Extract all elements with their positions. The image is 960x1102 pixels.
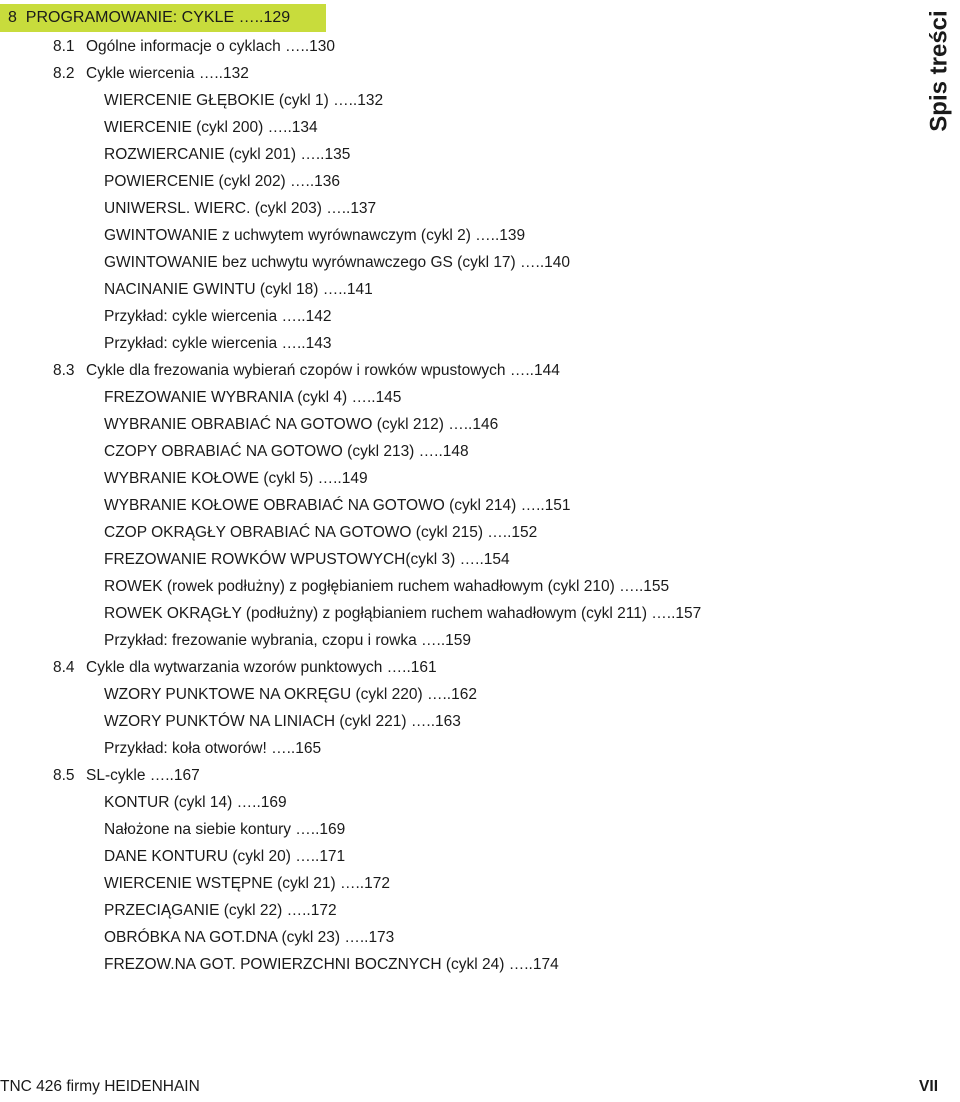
toc-page-number: 145 xyxy=(375,389,402,406)
toc-subsection-entry[interactable] xyxy=(0,87,900,114)
toc-subsection-entry[interactable] xyxy=(0,735,900,762)
toc-leader-dots: ….. xyxy=(232,794,261,811)
toc-page-number: 154 xyxy=(483,551,510,568)
footer-page-number: VII xyxy=(919,1078,938,1095)
toc-leader-dots: ….. xyxy=(321,200,351,217)
toc-entry-title: SL-cykle xyxy=(86,767,146,784)
toc-leader-dots: ….. xyxy=(328,92,358,109)
toc-page-number: 146 xyxy=(472,416,499,433)
toc-leader-dots: ….. xyxy=(285,173,315,190)
toc-page-number: 149 xyxy=(341,470,368,487)
toc-subsection-entry[interactable] xyxy=(0,303,900,330)
toc-entry-title: FREZOWANIE ROWKÓW WPUSTOWYCH(cykl 3) xyxy=(104,551,456,568)
toc-list xyxy=(0,33,900,978)
toc-leader-dots: ….. xyxy=(443,416,473,433)
toc-leader-dots: ….. xyxy=(282,902,311,919)
toc-leader-dots: ….. xyxy=(422,686,452,703)
toc-subsection-entry[interactable] xyxy=(0,114,900,141)
toc-entry-title: ROWEK (rowek podłużny) z pogłębianiem ruchem wahadłowym (cykl 210) xyxy=(104,578,615,595)
side-title xyxy=(923,4,957,138)
chapter-number: 8 xyxy=(8,9,17,26)
toc-page-number: 157 xyxy=(675,605,702,622)
toc-page-number: 163 xyxy=(435,713,461,730)
toc-leader-dots: ….. xyxy=(340,929,369,946)
toc-leader-dots: ….. xyxy=(455,551,484,568)
toc-section-number: 8.5 xyxy=(53,767,75,784)
toc-page-number: 130 xyxy=(309,38,336,55)
toc-section-number: 8.3 xyxy=(53,362,75,379)
toc-leader-dots: ….. xyxy=(335,875,365,892)
toc-subsection-entry[interactable] xyxy=(0,897,900,924)
toc-entry-title: Ogólne informacje o cyklach xyxy=(86,38,281,55)
toc-entry-title: Cykle dla frezowania wybierań czopów i rowków wpustowych xyxy=(86,362,506,379)
toc-leader-dots: ….. xyxy=(470,227,500,244)
toc-page-number: 169 xyxy=(319,821,346,838)
toc-leader-dots: ….. xyxy=(277,335,306,352)
toc-subsection-entry[interactable] xyxy=(0,708,900,735)
toc-page-number: 135 xyxy=(324,146,351,163)
toc-page-number: 152 xyxy=(511,524,538,541)
toc-entry-title: Cykle dla wytwarzania wzorów punktowych xyxy=(86,659,383,676)
toc-leader-dots: ….. xyxy=(406,713,436,730)
toc-subsection-entry[interactable] xyxy=(0,870,900,897)
toc-leader-dots: ….. xyxy=(145,767,174,784)
toc-entry-title: WZORY PUNKTÓW NA LINIACH (cykl 221) xyxy=(104,713,407,730)
toc-page-number: 136 xyxy=(314,173,341,190)
toc-entry-title: Przykład: koła otworów! xyxy=(104,740,267,757)
toc-leader-dots: ….. xyxy=(614,578,644,595)
toc-leader-dots: ….. xyxy=(347,389,376,406)
toc-section-number: 8.1 xyxy=(53,38,75,55)
toc-subsection-entry[interactable] xyxy=(0,600,900,627)
toc-leader-dots: ….. xyxy=(647,605,676,622)
chapter-title: PROGRAMOWANIE: CYKLE xyxy=(25,9,235,26)
toc-entry-title: Przykład: cykle wiercenia xyxy=(104,335,278,352)
toc-subsection-entry[interactable] xyxy=(0,411,900,438)
toc-page-number: 173 xyxy=(368,929,395,946)
toc-entry-title: DANE KONTURU (cykl 20) xyxy=(104,848,291,865)
toc-page-number: 172 xyxy=(364,875,390,892)
toc-page-number: 174 xyxy=(532,956,559,973)
toc-page-number: 151 xyxy=(544,497,571,514)
toc-entry-title: CZOPY OBRABIAĆ NA GOTOWO (cykl 213) xyxy=(104,443,415,460)
toc-subsection-entry[interactable] xyxy=(0,249,900,276)
toc-subsection-entry[interactable] xyxy=(0,465,900,492)
toc-leader-dots: ….. xyxy=(416,632,446,649)
toc-subsection-entry[interactable] xyxy=(0,789,900,816)
toc-subsection-entry[interactable] xyxy=(0,384,900,411)
toc-page-number: 134 xyxy=(291,119,318,136)
toc-entry-title: ROWEK OKRĄGŁY (podłużny) z pogłąbianiem ruchem wahadłowym (cykl 211) xyxy=(104,605,647,622)
toc-leader-dots: ….. xyxy=(194,65,223,82)
toc-page-number: 167 xyxy=(173,767,200,784)
toc-entry-title: WYBRANIE KOŁOWE OBRABIAĆ NA GOTOWO (cykl 214) xyxy=(104,497,517,514)
toc-leader-dots: ….. xyxy=(482,524,512,541)
toc-section-entry[interactable] xyxy=(0,654,900,681)
toc-page-number: 169 xyxy=(260,794,287,811)
toc-page-number: 172 xyxy=(310,902,337,919)
toc-page-number: 132 xyxy=(222,65,249,82)
toc-entry-title: POWIERCENIE (cykl 202) xyxy=(104,173,286,190)
toc-entry-title: Przykład: cykle wiercenia xyxy=(104,308,278,325)
toc-subsection-entry[interactable] xyxy=(0,141,900,168)
toc-page-number: 141 xyxy=(346,281,373,298)
toc-leader-dots: ….. xyxy=(504,956,533,973)
toc-entry-title: WYBRANIE OBRABIAĆ NA GOTOWO (cykl 212) xyxy=(104,416,444,433)
toc-subsection-entry[interactable] xyxy=(0,681,900,708)
toc-entry-title: WIERCENIE WSTĘPNE (cykl 21) xyxy=(104,875,336,892)
toc-entry-title: ROZWIERCANIE (cykl 201) xyxy=(104,146,297,163)
toc-leader-dots: ….. xyxy=(382,659,411,676)
toc-leader-dots: ….. xyxy=(505,362,534,379)
toc-leader-dots: ….. xyxy=(313,470,342,487)
toc-page-number: 161 xyxy=(410,659,437,676)
toc-subsection-entry[interactable] xyxy=(0,816,900,843)
toc-section-entry[interactable] xyxy=(0,33,900,60)
toc-entry-title: WZORY PUNKTOWE NA OKRĘGU (cykl 220) xyxy=(104,686,423,703)
toc-subsection-entry[interactable] xyxy=(0,276,900,303)
toc-subsection-entry[interactable] xyxy=(0,519,900,546)
toc-section-number: 8.2 xyxy=(53,65,75,82)
toc-entry-title: NACINANIE GWINTU (cykl 18) xyxy=(104,281,319,298)
toc-leader-dots: ….. xyxy=(290,821,320,838)
footer-publication: TNC 426 firmy HEIDENHAIN xyxy=(0,1078,200,1095)
toc-leader-dots: ….. xyxy=(280,38,310,55)
toc-entry-title: GWINTOWANIE bez uchwytu wyrównawczego GS (cykl 17) xyxy=(104,254,516,271)
toc-page-number: 144 xyxy=(533,362,560,379)
toc-entry-title: WIERCENIE GŁĘBOKIE (cykl 1) xyxy=(104,92,329,109)
toc-subsection-entry[interactable] xyxy=(0,195,900,222)
toc-section-entry[interactable] xyxy=(0,357,900,384)
toc-page-number: 159 xyxy=(445,632,472,649)
toc-entry-title: GWINTOWANIE z uchwytem wyrównawczym (cykl 2) xyxy=(104,227,471,244)
toc-subsection-entry[interactable] xyxy=(0,168,900,195)
toc-entry-title: PRZECIĄGANIE (cykl 22) xyxy=(104,902,283,919)
toc-entry-title: CZOP OKRĄGŁY OBRABIAĆ NA GOTOWO (cykl 215) xyxy=(104,524,483,541)
toc-page-number: 143 xyxy=(305,335,332,352)
toc-subsection-entry[interactable] xyxy=(0,924,900,951)
toc-page-number: 171 xyxy=(319,848,346,865)
toc-subsection-entry[interactable] xyxy=(0,222,900,249)
toc-entry-title: UNIWERSL. WIERC. (cykl 203) xyxy=(104,200,322,217)
toc-page-number: 148 xyxy=(442,443,469,460)
toc-page-number: 139 xyxy=(499,227,526,244)
toc-page-number: 137 xyxy=(350,200,377,217)
chapter-page: 129 xyxy=(263,9,291,26)
toc-page-number: 132 xyxy=(357,92,384,109)
toc-entry-title: Nałożone na siebie kontury xyxy=(104,821,291,838)
toc-subsection-entry[interactable] xyxy=(0,546,900,573)
toc-leader-dots: ….. xyxy=(296,146,325,163)
toc-page-number: 155 xyxy=(643,578,670,595)
toc-section-entry[interactable] xyxy=(0,762,900,789)
toc-entry-title: FREZOW.NA GOT. POWIERZCHNI BOCZNYCH (cykl 24) xyxy=(104,956,505,973)
chapter-heading[interactable]: 8 PROGRAMOWANIE: CYKLE …..129 xyxy=(0,4,326,32)
toc-subsection-entry[interactable] xyxy=(0,951,900,978)
toc-entry-title: WIERCENIE (cykl 200) xyxy=(104,119,264,136)
toc-page-number: 165 xyxy=(295,740,322,757)
toc-entry-title: WYBRANIE KOŁOWE (cykl 5) xyxy=(104,470,314,487)
toc-leader-dots: ….. xyxy=(318,281,347,298)
toc-entry-title: Przykład: frezowanie wybrania, czopu i rowka xyxy=(104,632,417,649)
toc-leader-dots: ….. xyxy=(515,254,545,271)
toc-leader-dots: ….. xyxy=(277,308,306,325)
toc-leader-dots: ….. xyxy=(516,497,545,514)
toc-entry-title: FREZOWANIE WYBRANIA (cykl 4) xyxy=(104,389,348,406)
toc-subsection-entry[interactable] xyxy=(0,492,900,519)
toc-subsection-entry[interactable] xyxy=(0,330,900,357)
toc-leader-dots: ….. xyxy=(414,443,443,460)
toc-entry-title: Cykle wiercenia xyxy=(86,65,195,82)
side-title-text: Spis treści xyxy=(926,10,953,132)
toc-leader-dots: ….. xyxy=(290,848,320,865)
toc-subsection-entry[interactable] xyxy=(0,438,900,465)
toc-entry-title: KONTUR (cykl 14) xyxy=(104,794,233,811)
toc-subsection-entry[interactable] xyxy=(0,843,900,870)
toc-section-number: 8.4 xyxy=(53,659,75,676)
toc-page-number: 142 xyxy=(305,308,332,325)
toc-page-number: 162 xyxy=(451,686,477,703)
toc-section-entry[interactable] xyxy=(0,60,900,87)
toc-page-number: 140 xyxy=(544,254,571,271)
toc-entry-title: OBRÓBKA NA GOT.DNA (cykl 23) xyxy=(104,929,341,946)
toc-subsection-entry[interactable] xyxy=(0,573,900,600)
toc-subsection-entry[interactable] xyxy=(0,627,900,654)
toc-leader-dots: ….. xyxy=(266,740,296,757)
toc-leader-dots: ….. xyxy=(263,119,292,136)
